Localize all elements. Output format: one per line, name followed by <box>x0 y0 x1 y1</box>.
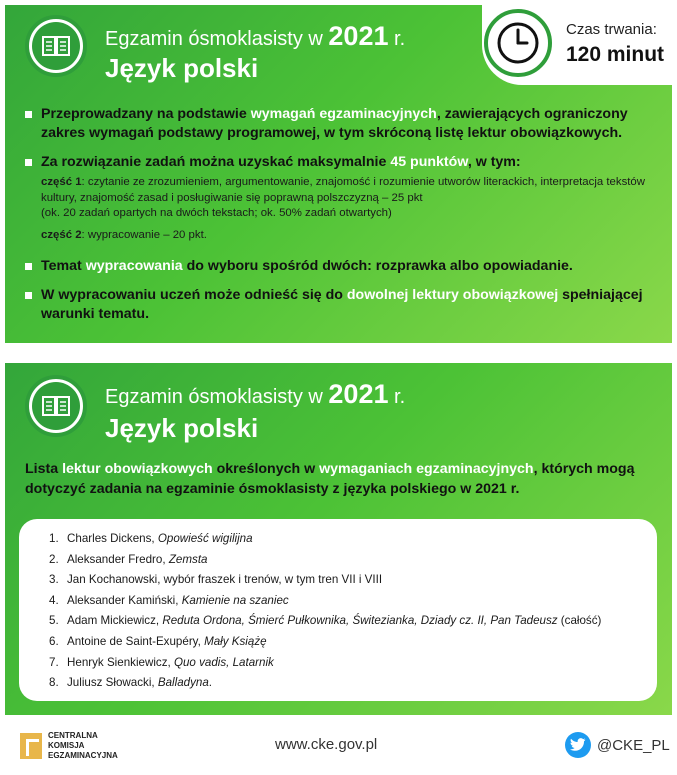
list-item: 6. Antoine de Saint-Exupéry, Mały Książę <box>49 634 267 648</box>
exam-info-list <box>25 105 665 334</box>
list-item: 2. Aleksander Fredro, Zemsta <box>49 552 208 566</box>
twitter-icon <box>565 732 591 758</box>
subject-title: Język polski <box>105 413 259 443</box>
website-link[interactable]: www.cke.gov.pl <box>275 736 378 753</box>
book-icon <box>41 394 71 418</box>
reading-list-card <box>5 363 672 715</box>
list-item: Za rozwiązanie zadań można uzyskać maksymalnie 45 punktów, w tym: część 1: czytanie ze zrozumieniem, argumentowanie, znajomość i rozumienie utworów literackich, interpretacja tekstów kultury, znajomość zasad i posługiwanie się poprawną polszczyzną – 25 pkt (ok. 20 zadań opartych na dwóch tekstach; ok. 50% zadań otwartych) część 2: wypracowanie – 20 pkt. <box>25 153 665 243</box>
exam-info-card <box>5 5 672 343</box>
list-item: Temat wypracowania do wyboru spośród dwóch: rozprawka albo opowiadanie. <box>25 257 665 276</box>
cke-logo-icon <box>20 733 42 759</box>
cke-logo: CENTRALNA KOMISJA EGZAMINACYJNA <box>20 731 118 761</box>
subject-title: Język polski <box>105 53 259 83</box>
list-item: Przeprowadzany na podstawie wymagań egzaminacyjnych, zawierających ograniczony zakres wymagań podstawy programowej, w tym skróconą listę lektur obowiązkowych. <box>25 105 665 143</box>
exam-badge <box>25 15 87 77</box>
list-item: W wypracowaniu uczeń może odnieść się do dowolnej lektury obowiązkowej spełniającej warunki tematu. <box>25 286 665 324</box>
clock-badge <box>484 9 552 77</box>
exam-badge <box>25 375 87 437</box>
duration-label: Czas trwania: <box>566 21 657 38</box>
footer <box>0 718 677 775</box>
duration-value: 120 minut <box>566 43 665 66</box>
twitter-link[interactable] <box>565 732 670 758</box>
list-item: 1. Charles Dickens, Opowieść wigilijna <box>49 532 253 545</box>
part1-description: część 1: czytanie ze zrozumieniem, argumentowanie, znajomość i rozumienie utworów literackich, interpretacja tekstów kultury, znajomość zasad i posługiwanie się poprawną polszczyzną – 25 pkt (ok. 20 zadań opartych na dwóch tekstach; ok. 50% zadań otwartych) <box>41 176 645 219</box>
book-icon <box>41 34 71 58</box>
clock-icon <box>495 20 541 66</box>
part2-description: część 2: wypracowanie – 20 pkt. <box>41 228 207 241</box>
duration-box <box>482 5 672 85</box>
exam-title: Egzamin ósmoklasisty w 2021 r. <box>105 21 406 51</box>
twitter-handle: @CKE_PL <box>597 736 670 754</box>
list-item: 5. Adam Mickiewicz, Reduta Ordona, Śmierć Pułkownika, Świtezianka, Dziady cz. II, Pan Tadeusz (całość) <box>49 614 602 628</box>
reading-list <box>19 519 657 701</box>
reading-list-intro: Lista lektur obowiązkowych określonych w wymaganiach egzaminacyjnych, których mogą dotyczyć zadania na egzaminie ósmoklasisty z języka polskiego w 2021 r. <box>25 461 635 497</box>
list-item: 8. Juliusz Słowacki, Balladyna. <box>49 676 213 690</box>
list-item: 7. Henryk Sienkiewicz, Quo vadis, Latarnik <box>49 655 274 669</box>
exam-title: Egzamin ósmoklasisty w 2021 r. <box>105 379 406 409</box>
list-item: 4. Aleksander Kamiński, Kamienie na szaniec <box>49 593 289 607</box>
list-item: 3. Jan Kochanowski, wybór fraszek i trenów, w tym tren VII i VIII <box>49 573 383 587</box>
